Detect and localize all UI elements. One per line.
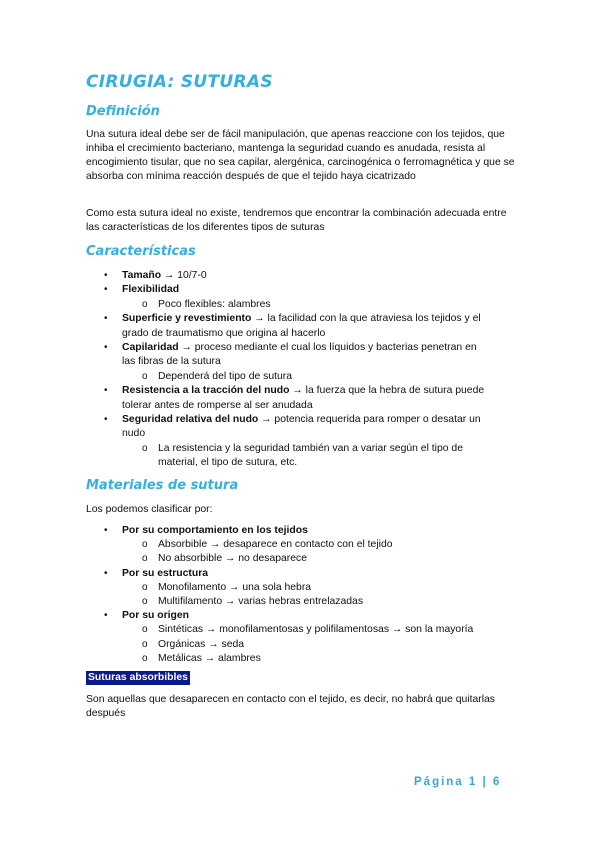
materiales-item-term: Por su origen (122, 610, 189, 622)
materiales-item (122, 524, 308, 538)
sub-bullet-icon: o (142, 638, 148, 650)
caracteristicas-item (122, 283, 179, 297)
sub-bullet-icon: o (142, 624, 148, 636)
caracteristicas-item-text: → la facilidad con la que atraviesa los tejidos y el (251, 313, 481, 325)
caracteristicas-item (122, 341, 477, 355)
page-number: Página 1 | 6 (414, 776, 502, 788)
materiales-intro: Los podemos clasificar por: (86, 504, 213, 515)
materiales-subitem: Metálicas → alambres (158, 652, 261, 664)
caracteristicas-subitem: Poco flexibles: alambres (158, 298, 271, 310)
bullet-icon: • (104, 284, 108, 296)
document-title: CIRUGIA: SUTURAS (86, 72, 273, 92)
caracteristicas-item-continuation: nudo (122, 428, 146, 440)
caracteristicas-subitem-continuation: material, el tipo de sutura, etc. (158, 457, 298, 469)
materiales-subitem: Monofilamento → una sola hebra (158, 581, 312, 593)
materiales-subitem: Sintéticas → monofilamentosas y polifilamentosas → son la mayoría (158, 624, 474, 636)
heading-suturas-absorbibles: Suturas absorbibles (88, 672, 188, 683)
sub-bullet-icon: o (142, 370, 148, 382)
materiales-subitem: No absorbible → no desaparece (158, 553, 308, 565)
caracteristicas-item-term: Capilaridad (122, 342, 179, 353)
caracteristicas-item-term: Superficie y revestimiento (122, 313, 252, 325)
definicion-paragraph-2: Como esta sutura ideal no existe, tendremos que encontrar la combinación adecuada entre las características de los diferentes tipos de suturas (86, 208, 507, 233)
caracteristicas-item-text: → potencia requerida para romper o desatar un (258, 414, 481, 425)
sub-bullet-icon: o (142, 581, 148, 593)
materiales-subitem: Absorbible → desaparece en contacto con el tejido (158, 539, 393, 551)
caracteristicas-item-text: → 10/7-0 (161, 270, 207, 281)
bullet-icon: • (104, 342, 108, 353)
materiales-subitem: Multifilamento → varias hebras entrelazadas (158, 596, 364, 607)
absorbibles-paragraph: Son aquellas que desaparecen en contacto con el tejido, es decir, no habrá que quitarlas después (86, 694, 495, 719)
caracteristicas-item (122, 384, 484, 398)
caracteristicas-item-term: Flexibilidad (122, 284, 180, 296)
heading-definicion: Definición (86, 104, 160, 119)
materiales-item (122, 567, 208, 581)
caracteristicas-subitem: Dependerá del tipo de sutura (158, 370, 293, 382)
bullet-icon: • (104, 525, 108, 536)
materiales-item-term: Por su comportamiento en los tejidos (122, 525, 308, 536)
caracteristicas-subitem: La resistencia y la seguridad también van a variar según el tipo de (158, 442, 463, 454)
sub-bullet-icon: o (142, 553, 148, 565)
caracteristicas-item (122, 312, 481, 326)
sub-bullet-icon: o (142, 442, 148, 454)
caracteristicas-item-term: Seguridad relativa del nudo (122, 414, 259, 425)
caracteristicas-item (122, 269, 207, 283)
caracteristicas-item (122, 413, 481, 427)
heading-caracteristicas: Características (86, 244, 196, 259)
caracteristicas-item-text: → proceso mediante el cual los líquidos y bacterias penetran en (178, 342, 477, 353)
bullet-icon: • (104, 567, 108, 579)
sub-bullet-icon: o (142, 652, 148, 664)
heading-materiales: Materiales de sutura (86, 478, 239, 493)
bullet-icon: • (104, 610, 108, 622)
bullet-icon: • (104, 270, 108, 281)
caracteristicas-item-continuation: grado de traumatismo que origina al hacerlo (122, 327, 326, 339)
bullet-icon: • (104, 385, 108, 397)
bullet-icon: • (104, 414, 108, 425)
caracteristicas-item-continuation: tolerar antes de romperse al ser anudada (122, 399, 313, 411)
materiales-item (122, 609, 189, 623)
materiales-subitem: Orgánicas → seda (158, 638, 245, 650)
caracteristicas-item-term: Tamaño (122, 270, 162, 281)
materiales-item-term: Por su estructura (122, 567, 209, 579)
sub-bullet-icon: o (142, 298, 148, 310)
definicion-paragraph-1: Una sutura ideal debe ser de fácil manipulación, que apenas reaccione con los tejidos, que inhiba el crecimiento bacteriano, mantenga la seguridad cuando es anudada, resista al encogimiento tisular, que no sea capilar, alergénica, carcinogénica o ferromagnética y que se absorba con mínima reacción después de que el tejido haya cicatrizado (86, 129, 515, 182)
sub-bullet-icon: o (142, 596, 148, 607)
caracteristicas-item-continuation: las fibras de la sutura (122, 356, 221, 368)
sub-bullet-icon: o (142, 539, 148, 551)
caracteristicas-item-text: → la fuerza que la hebra de sutura puede (289, 385, 485, 397)
bullet-icon: • (104, 313, 108, 325)
caracteristicas-item-term: Resistencia a la tracción del nudo (122, 385, 290, 397)
